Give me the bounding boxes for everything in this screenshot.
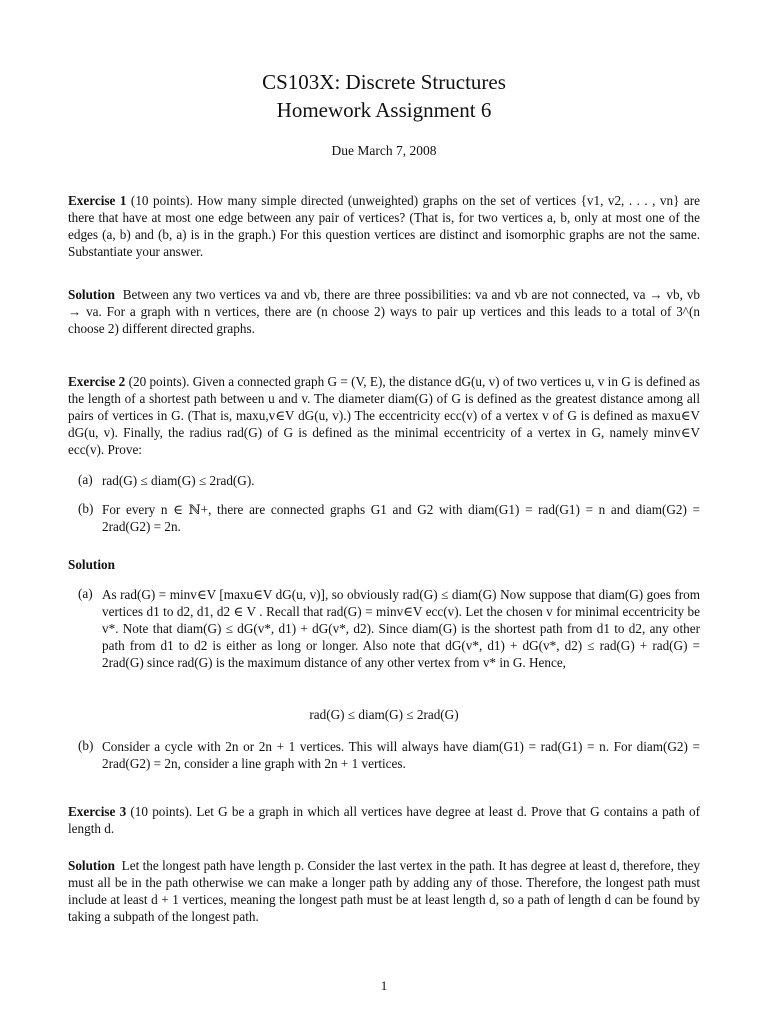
page-number: 1 [380,978,388,993]
part-a-label: (a) [78,472,93,487]
exercise-2-points: (20 points). [128,374,190,389]
exercise-1-points: (10 points). [130,193,193,208]
solution-1 [68,286,700,337]
solution-3-heading: Solution [68,858,115,873]
sol-a-equation: rad(G) ≤ diam(G) ≤ 2rad(G) [309,707,459,722]
due-date: Due March 7, 2008 [331,143,437,158]
exercise-3-heading: Exercise 3 [68,804,127,819]
exercise-1-text: How many simple directed (unweighted) graphs on the set of vertices {v1, v2, . . . , vn} are there that have at most one edge between any pair of vertices? (That is, for two vertices a, b, only at most one of the edges (a, b) and (b, a) is in the graph.) For this question vertices are distinct and isomorphic graphs are not the same. Substantiate your answer. [68,193,701,260]
solution-3-text: Let the longest path have length p. Consider the last vertex in the path. It has degree at least d, therefore, they must all be in the path otherwise we can make a longer path by adding any of those. Therefore, the longest path must include at least d + 1 vertices, meaning the longest path must be at least length d, so a path of length d can be found by taking a subpath of the longest path. [68,858,701,925]
exercise-3-points: (10 points). [130,804,193,819]
exercise-2 [68,373,700,458]
exercise-2-heading: Exercise 2 [68,374,126,389]
solution-1-text: Between any two vertices va and vb, there are three possibilities: va and vb are not connected, va → vb, vb → va. For a graph with n vertices, there are (n choose 2) ways to pair up vertices and this leads to a total of 3^(n choose 2) different directed graphs. [68,287,701,337]
sol-b-text: Consider a cycle with 2n or 2n + 1 vertices. This will always have diam(G1) = rad(G1) = n. For diam(G2) = 2rad(G2) = 2n, consider a line graph with 2n + 1 vertices. [102,739,700,772]
exercise-3-text: Let G be a graph in which all vertices have degree at least d. Prove that G contains a path of length d. [68,804,700,837]
part-b-text: For every n ∈ ℕ+, there are connected graphs G1 and G2 with diam(G1) = rad(G1) = n and diam(G2) = 2rad(G2) = 2n. [102,502,700,535]
sol-a-text: As rad(G) = minv∈V [maxu∈V dG(u, v)], so obviously rad(G) ≤ diam(G) Now suppose that diam(G) goes from vertices d1 to d2, d1, d2 ∈ V . Recall that rad(G) = minv∈V ecc(v). Let the chosen v for minimal eccentricity be v*. Note that diam(G) ≤ dG(v*, d1) + dG(v*, d2). Since diam(G) is the shortest path from d1 to d2, any other path from d1 to d2 is either as long or longer. Also note that dG(v*, d1) + dG(v*, d2) ≤ rad(G) + rad(G) = 2rad(G) since rad(G) is the maximum distance of any other vertex from v* in G. Hence, [102,587,700,671]
sol-b-label: (b) [78,738,94,753]
part-a-text: rad(G) ≤ diam(G) ≤ 2rad(G). [102,473,255,488]
exercise-2-text: Given a connected graph G = (V, E), the distance dG(u, v) of two vertices u, v in G is defined as the length of a shortest path between u and v. The diameter diam(G) of G is defined as the greatest distance among all pairs of vertices in G. (That is, maxu,v∈V dG(u, v).) The eccentricity ecc(v) of a vertex v of G is defined as maxu∈V dG(u, v). Finally, the radius rad(G) of G is defined as the minimal eccentricity of a vertex in G, namely minv∈V ecc(v). Prove: [68,374,701,458]
exercise-3 [68,803,700,837]
title-line-2: Homework Assignment 6 [276,98,492,122]
solution-3 [68,857,700,925]
part-b-label: (b) [78,501,94,516]
solution-1-heading: Solution [68,287,115,302]
exercise-1-heading: Exercise 1 [68,193,127,208]
title-line-1: CS103X: Discrete Structures [262,70,506,94]
solution-2-heading: Solution [68,557,115,572]
solution-2-heading-block [68,556,700,573]
sol-a-label: (a) [78,586,93,601]
exercise-1 [68,192,700,260]
